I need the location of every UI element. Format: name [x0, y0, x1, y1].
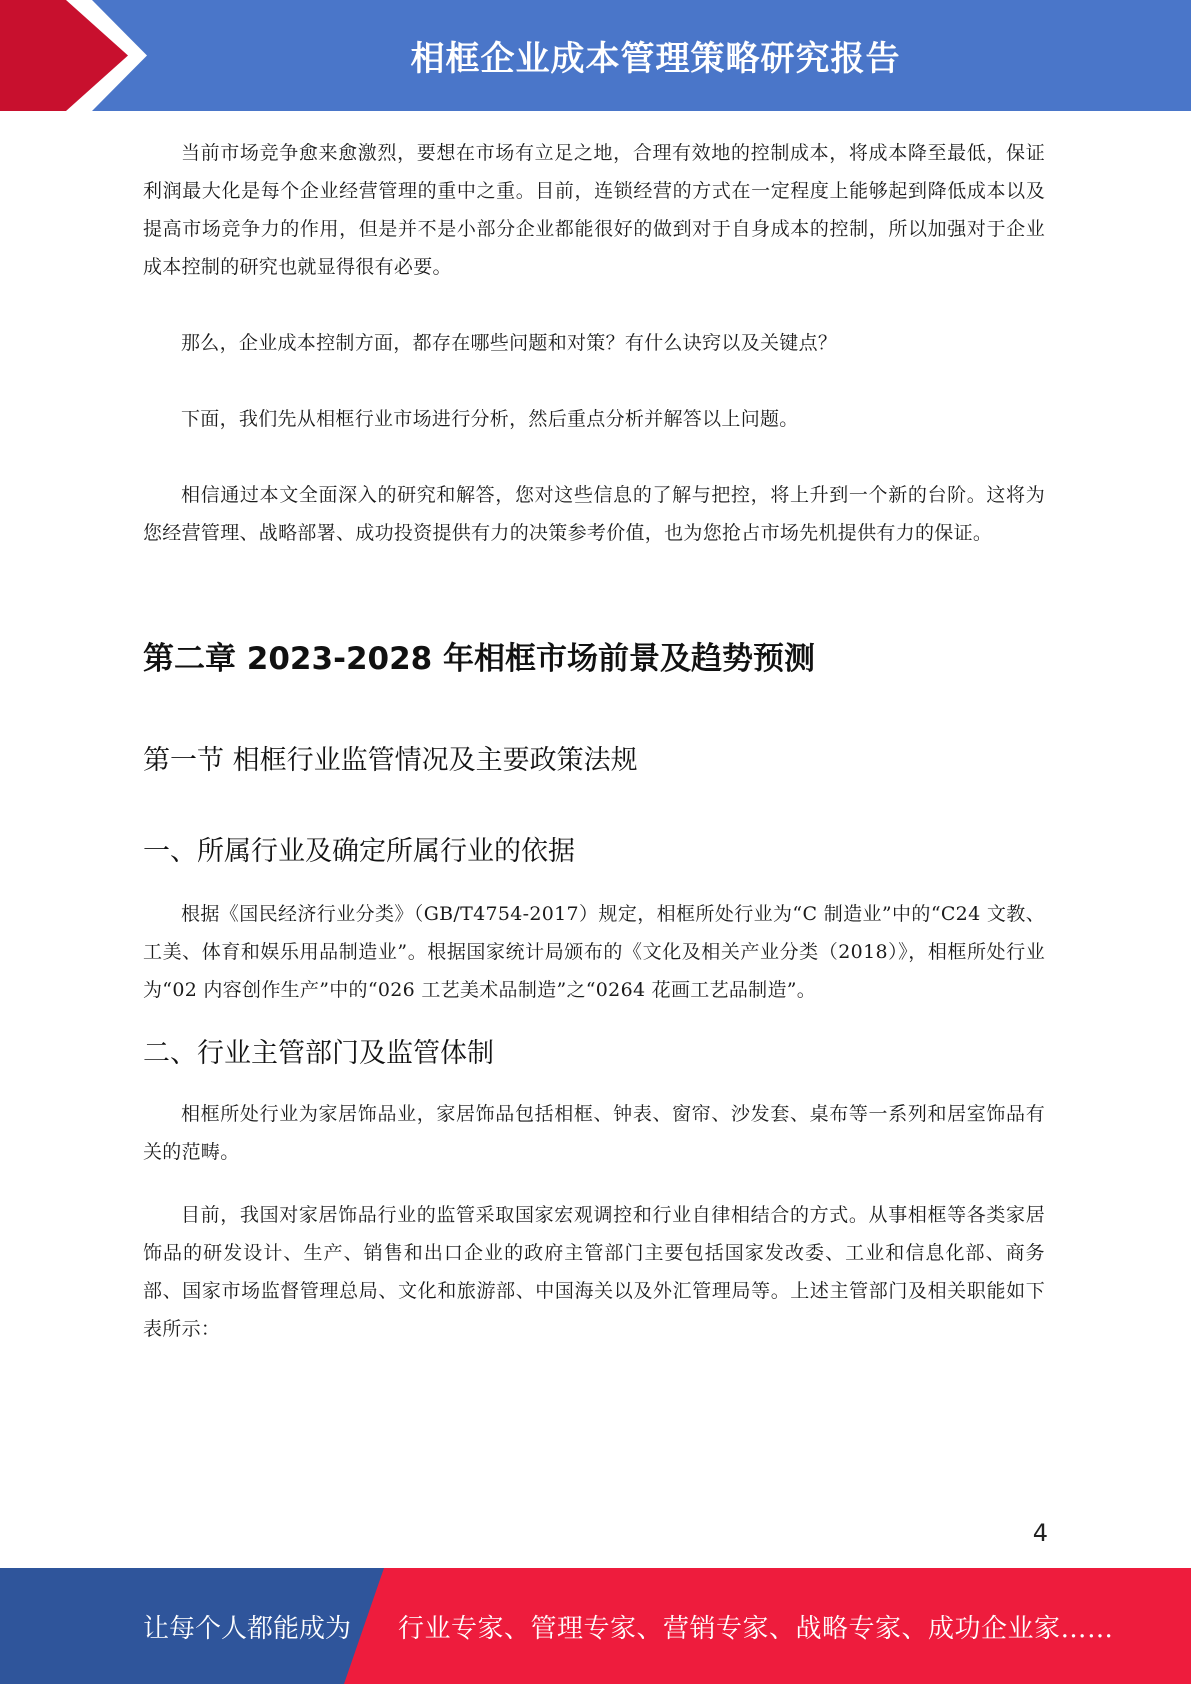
subsection-1-paragraph: 根据《国民经济行业分类》（GB/T4754-2017）规定，相框所处行业为“C 制造业”中的“C24 文教、工美、体育和娱乐用品制造业”。根据国家统计局颁布的《文化及相关产业分类（2018）》，相框所处行业为“02 内容创作生产”中的“026 工艺美术品制造”之“0264 花画工艺品制造”。 [143, 903, 1045, 1001]
intro-paragraph-4: 相信通过本文全面深入的研究和解答，您对这些信息的了解与把控，将上升到一个新的台阶。这将为您经营管理、战略部署、成功投资提供有力的决策参考价值，也为您抢占市场先机提供有力的保证。 [143, 484, 1045, 544]
subsection-title-2: 二、行业主管部门及监管体制 [143, 1038, 494, 1069]
intro-paragraph-1: 当前市场竞争愈来愈激烈，要想在市场有立足之地，合理有效地的控制成本，将成本降至最低，保证利润最大化是每个企业经营管理的重中之重。目前，连锁经营的方式在一定程度上能够起到降低成本以及提高市场竞争力的作用，但是并不是小部分企业都能很好的做到对于自身成本的控制，所以加强对于企业成本控制的研究也就显得很有必要。 [143, 142, 1045, 278]
intro-paragraph-2: 那么，企业成本控制方面，都存在哪些问题和对策？有什么诀窍以及关键点？ [181, 332, 838, 354]
subsection-2-paragraph-1: 相框所处行业为家居饰品业，家居饰品包括相框、钟表、窗帘、沙发套、桌布等一系列和居室饰品有关的范畴。 [143, 1103, 1045, 1163]
footer-left-text: 让每个人都能成为 [143, 1613, 352, 1644]
header-arrow-decoration [0, 0, 160, 111]
header-title: 相框企业成本管理策略研究报告 [410, 39, 901, 79]
section-title: 第一节 相框行业监管情况及主要政策法规 [143, 745, 638, 776]
page-header [0, 0, 1191, 111]
chapter-title: 第二章 2023-2028 年相框市场前景及趋势预测 [143, 641, 816, 677]
subsection-2-paragraph-2: 目前，我国对家居饰品行业的监管采取国家宏观调控和行业自律相结合的方式。从事相框等各类家居饰品的研发设计、生产、销售和出口企业的政府主管部门主要包括国家发改委、工业和信息化部、商务部、国家市场监督管理总局、文化和旅游部、中国海关以及外汇管理局等。上述主管部门及相关职能如下表所示： [143, 1204, 1045, 1340]
footer-right-text: 行业专家、管理专家、营销专家、战略专家、成功企业家…… [398, 1613, 1114, 1644]
intro-paragraph-3: 下面，我们先从相框行业市场进行分析，然后重点分析并解答以上问题。 [181, 408, 799, 430]
subsection-title-1: 一、所属行业及确定所属行业的依据 [143, 836, 575, 867]
page-footer [0, 1568, 1191, 1684]
page-number: 4 [1032, 1519, 1048, 1547]
